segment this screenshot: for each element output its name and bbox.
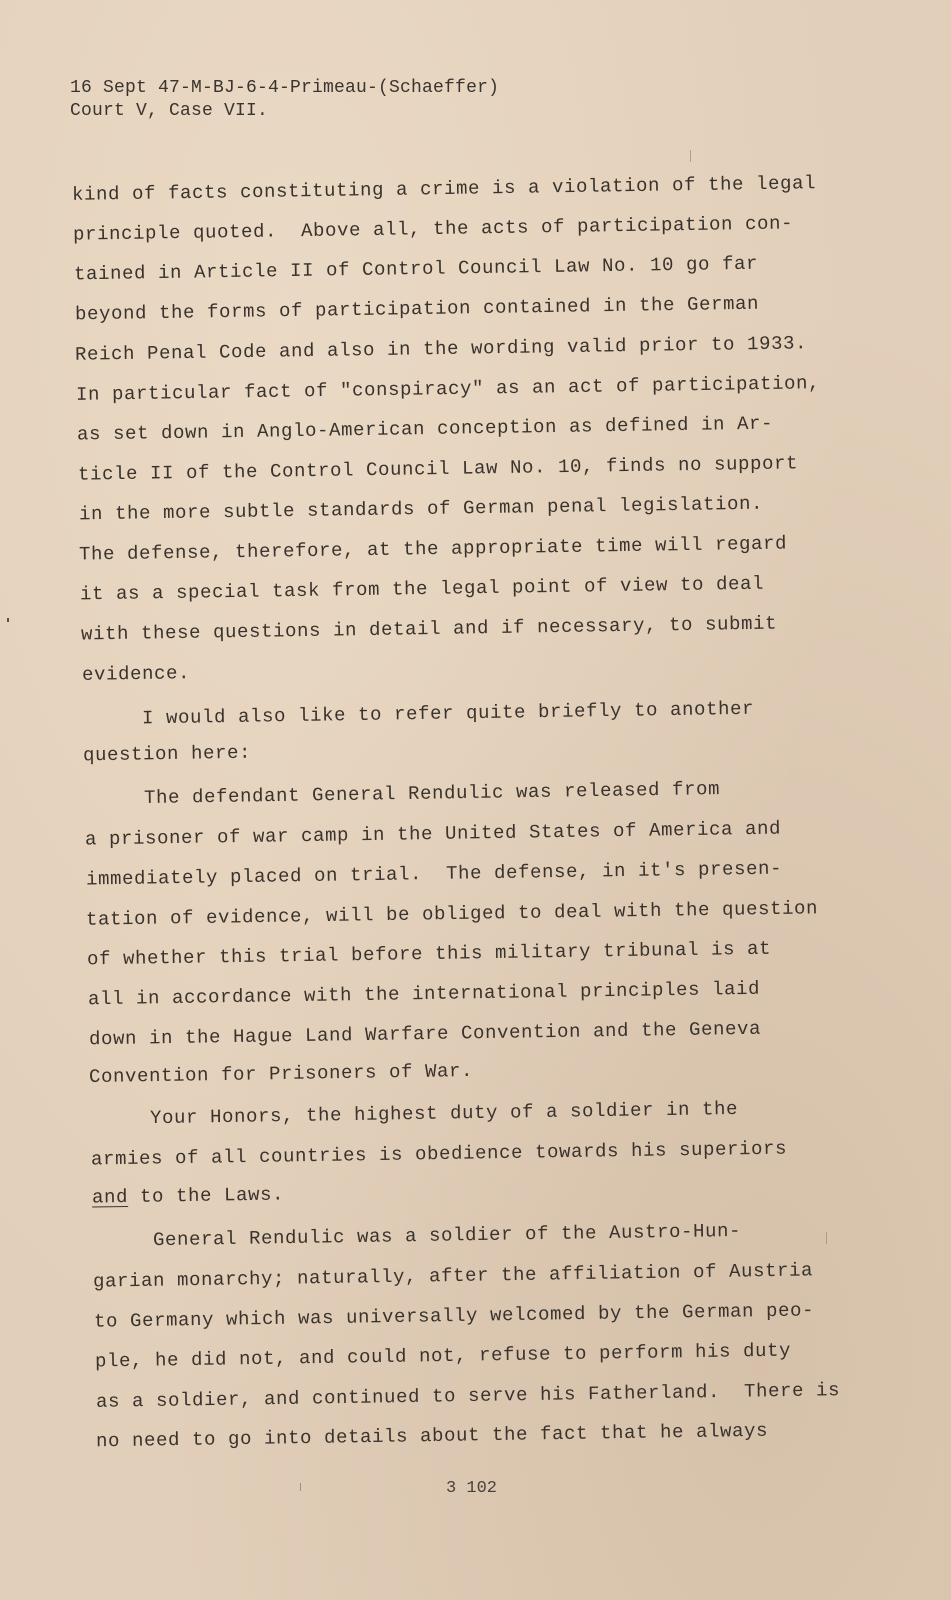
text-line: Your Honors, the highest duty of a soldier in the	[89, 1097, 739, 1131]
text-line: a prisoner of war camp in the United States of America and	[84, 817, 782, 851]
text-line: immediately placed on trial. The defense, in it's presen-	[85, 857, 783, 891]
text-fragment: to the Laws.	[127, 1183, 285, 1208]
text-line: garian monarchy; naturally, after the affiliation of Austria	[92, 1259, 814, 1293]
document-header	[70, 77, 499, 123]
header-court-case: Court V, Case VII.	[70, 101, 269, 121]
text-line: I would also like to refer quite briefly to another	[81, 697, 755, 731]
paper-speck	[300, 1483, 301, 1491]
underlined-word: and	[91, 1185, 129, 1209]
text-line: The defendant General Rendulic was released from	[83, 778, 721, 810]
text-line: General Rendulic was a soldier of the Austro-Hun-	[92, 1219, 742, 1253]
text-line: of whether this trial before this military tribunal is at	[86, 937, 772, 971]
text-line: In particular fact of "conspiracy" as an act of participation,	[75, 372, 821, 406]
header-reference: 16 Sept 47-M-BJ-6-4-Primeau-(Schaeffer)	[70, 78, 500, 98]
text-line: The defense, therefore, at the appropriate time will regard	[78, 532, 788, 566]
paper-speck	[826, 1232, 827, 1244]
text-line	[92, 1183, 284, 1208]
text-line: evidence.	[81, 662, 191, 686]
text-line: in the more subtle standards of German penal legislation.	[78, 492, 764, 526]
text-line: beyond the forms of participation contained in the German	[74, 292, 760, 326]
text-line: no need to go into details about the fact that he always	[95, 1419, 769, 1453]
text-line: tation of evidence, will be obliged to deal with the question	[85, 897, 819, 931]
text-line: as a soldier, and continued to serve his Fatherland. There is	[95, 1379, 841, 1413]
text-line: Convention for Prisoners of War.	[88, 1059, 474, 1089]
paper-speck	[7, 618, 9, 622]
text-line: with these questions in detail and if necessary, to submit	[80, 612, 778, 646]
text-line: it as a special task from the legal point of view to deal	[79, 572, 765, 606]
text-line: Reich Penal Code and also in the wording valid prior to 1933.	[74, 332, 808, 366]
text-line: ticle II of the Control Council Law No. 10, finds no support	[77, 452, 799, 486]
text-line: armies of all countries is obedience towards his superiors	[90, 1137, 788, 1171]
text-line: tained in Article II of Control Council Law No. 10 go far	[73, 252, 759, 286]
paper-speck	[690, 150, 691, 162]
text-line: kind of facts constituting a crime is a violation of the legal	[71, 172, 817, 206]
text-line: question here:	[82, 741, 252, 767]
text-line: ple, he did not, and could not, refuse to perform his duty	[94, 1339, 792, 1373]
text-line: down in the Hague Land Warfare Convention and the Geneva	[88, 1017, 762, 1051]
text-line: to Germany which was universally welcomed by the German peo-	[93, 1299, 815, 1333]
text-line: principle quoted. Above all, the acts of participation con-	[72, 212, 794, 246]
text-line: all in accordance with the international principles laid	[87, 977, 761, 1011]
text-line: as set down in Anglo-American conception as defined in Ar-	[76, 412, 774, 446]
page-number: 3 102	[446, 1479, 498, 1498]
